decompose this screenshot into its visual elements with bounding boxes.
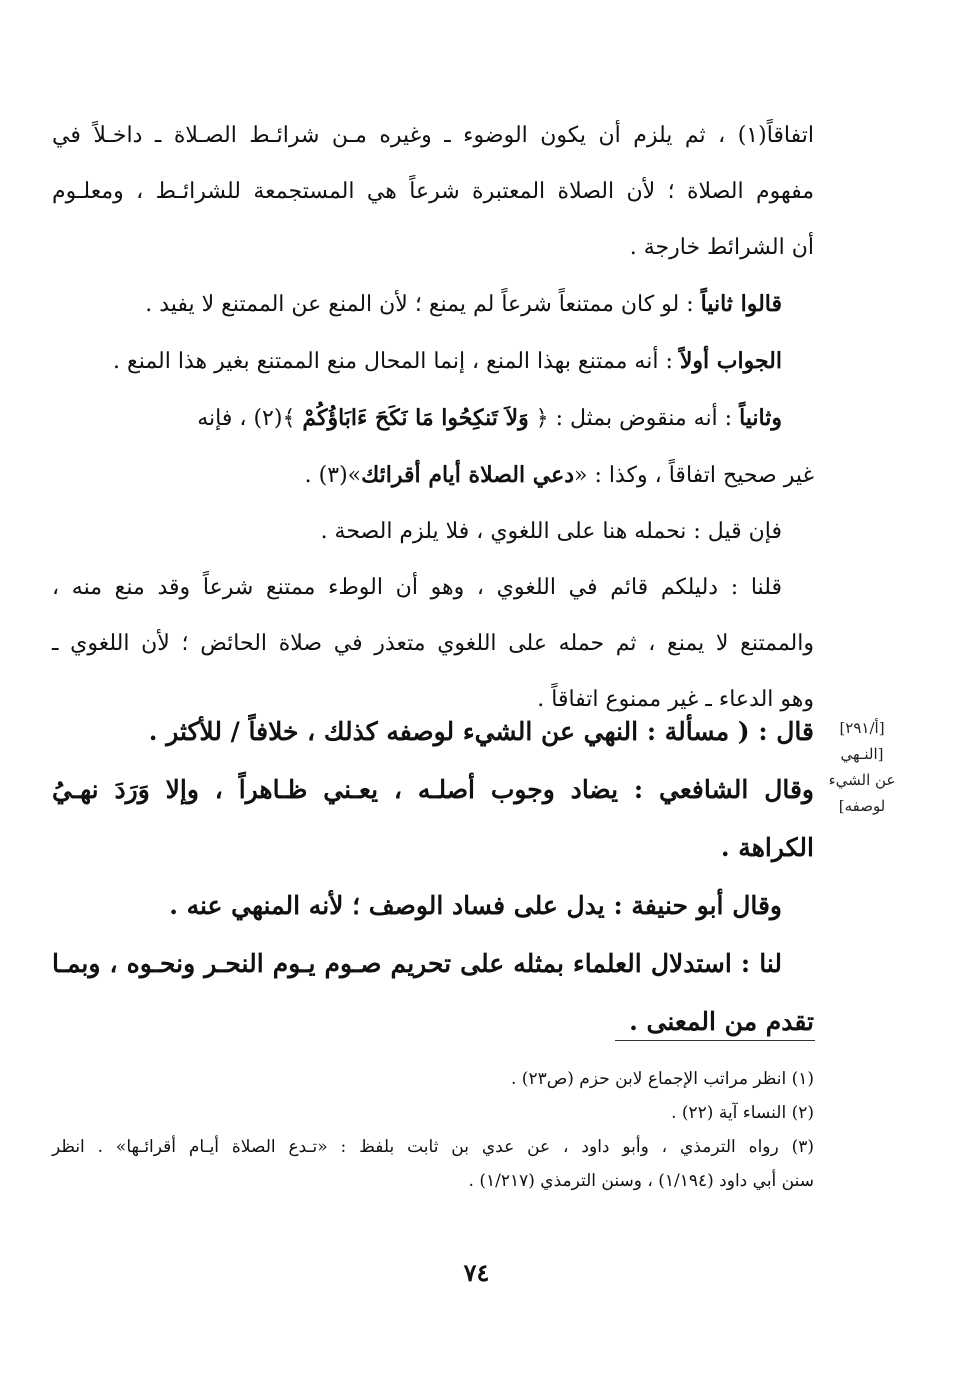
footnote: (٣) رواه الترمذي ، وأبو داود ، عن عدي بن ثابت بلفظ : «تـدع الصلاة أيـام أقرائـها» . انظر: [52, 1137, 814, 1157]
matn-line: قال : ( مسألة : النهي عن الشيء لوصفه كذلك ، خلافاً / للأكثر .: [148, 717, 814, 746]
text-line: مفهوم الصلاة ؛ لأن الصلاة المعتبرة شرعاً هي المستجمعة للشرائـط ، ومعلـوم: [52, 179, 814, 204]
footnote: سنن أبي داود (١/١٩٤) ، وسنن الترمذي (١/٢١٧) .: [468, 1171, 814, 1191]
hadith-text: دعي الصلاة أيام أقرائك: [361, 462, 575, 488]
text-line: والممتنع لا يمنع ، ثم حمله على اللغوي متعذر في صلاة الحائض ؛ لأن اللغوي ـ: [52, 631, 814, 656]
matn-line: وقال أبو حنيفة : يدل على فساد الوصف ؛ لأنه المنهي عنه .: [169, 891, 782, 920]
text-line: [52, 447, 814, 504]
margin-line: عن الشيء: [828, 771, 896, 789]
bold-lead: قالوا ثانياً: [700, 291, 782, 317]
matn: [52, 703, 814, 1051]
matn-line: لنا : استدلال العلماء بمثله على تحريم صـوم يـوم النحـر ونحـوه ، وبمـا: [52, 949, 782, 978]
margin-line: لوصفه]: [838, 797, 886, 815]
margin-ref: [أ/٢٩١]: [839, 719, 885, 737]
text-run: : أنه ممتنع بهذا المنع ، إنما المحال منع الممتنع بغير هذا المنع .: [113, 349, 680, 374]
page-number: ٧٤: [463, 1258, 490, 1287]
matn-line: الكراهة .: [720, 833, 814, 862]
bold-lead: الجواب أولاً: [679, 348, 782, 374]
footnotes: [52, 1062, 814, 1198]
text-line: وهو الدعاء ـ غير ممنوع اتفاقاً .: [537, 687, 814, 712]
matn-line: تقدم من المعنى .: [629, 1007, 814, 1036]
text-line: فإن قيل : نحمله هنا على اللغوي ، فلا يلزم الصحة .: [320, 519, 782, 544]
text-run: : لو كان ممتنعاً شرعاً لم يمنع ؛ لأن المنع عن الممتنع لا يفيد .: [145, 292, 701, 317]
text-run: غير صحيح اتفاقاً ، وكذا : «: [574, 463, 814, 488]
footnote-separator: [615, 1040, 815, 1041]
text-line: قلنا : دليلكم قائم في اللغوي ، وهو أن الوطء ممتنع شرعاً وقد منع منه ،: [52, 575, 782, 600]
text-line: [52, 276, 814, 333]
matn-line: وقال الشافعي : يضاد وجوب أصلـه ، يعـني ظـاهراً ، وإلا وَرَدَ نهـيُ: [52, 775, 814, 804]
bold-lead: وثانياً: [739, 405, 782, 431]
text-line: اتفاقاً(١) ، ثم يلزم أن يكون الوضوء ـ وغيره مـن شرائـط الصـلاة ـ داخـلاً في: [52, 123, 814, 148]
quran-verse: وَلاَ تَنكِحُوا مَا نَكَحَ ءَابَاؤُكُمْ: [302, 405, 529, 431]
text-line: أن الشرائط خارجة .: [629, 235, 814, 260]
footnote: (١) انظر مراتب الإجماع لابن حزم (ص٢٣) .: [510, 1069, 814, 1089]
footnote: (٢) النساء آية (٢٢) .: [671, 1103, 814, 1123]
text-run: : أنه منقوض بمثل : ﴿: [528, 406, 740, 431]
text-line: [52, 333, 814, 390]
text-line: [52, 390, 814, 447]
margin-note: [822, 715, 902, 819]
commentary: [52, 108, 814, 728]
margin-line: [النـهي: [840, 745, 884, 763]
text-run: »(٣) .: [304, 463, 362, 488]
text-run: ﴾(٢) ، فإنه: [197, 406, 303, 431]
